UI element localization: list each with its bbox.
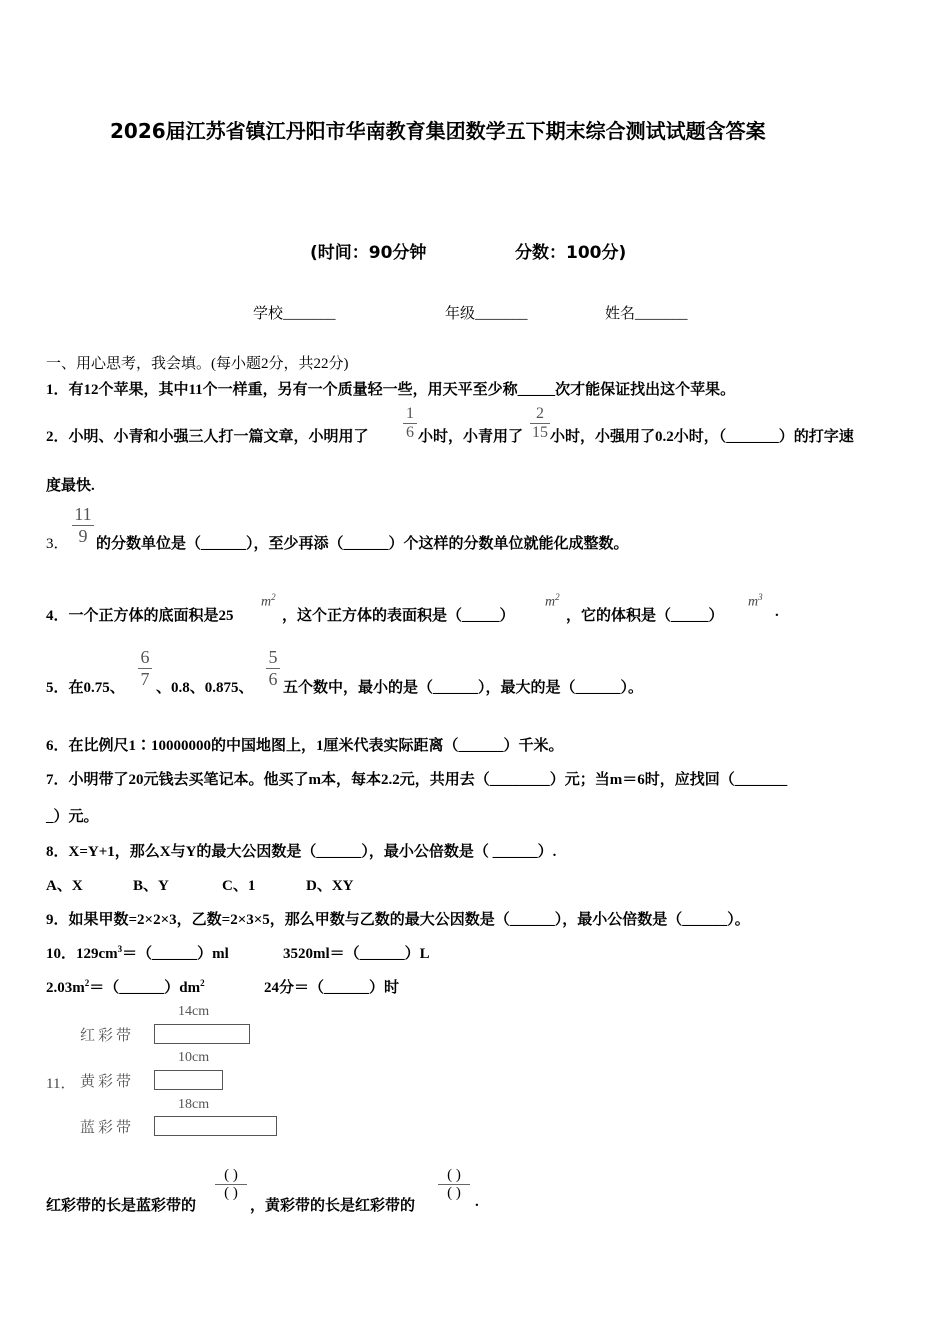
question-10-line-1 — [46, 942, 229, 963]
question-4-part-a: 4．一个正方体的底面积是25 — [46, 608, 234, 624]
name-field[interactable]: 姓名_______ — [605, 306, 688, 322]
denominator: 6 — [268, 668, 278, 689]
question-7-part-a: 7．小明带了20元钱去买笔记本。他买了m本，每本2.2元，共用去（________）元；当m＝6时，应找回（_______ — [46, 772, 788, 788]
question-3-number: 3． — [46, 536, 69, 552]
ribbon-label-yellow: 黄彩带 — [80, 1074, 135, 1090]
denominator: 15 — [532, 423, 548, 441]
fraction-1-6 — [403, 405, 417, 442]
question-2-continued: 度最快. — [46, 478, 95, 494]
question-11-part-b: ，黄彩带的长是红彩带的 — [250, 1198, 416, 1214]
q10-item-2: 3520ml＝（______）L — [283, 946, 430, 962]
grade-field[interactable]: 年级_______ — [445, 306, 528, 322]
denominator-blank[interactable]: ( ) — [447, 1184, 461, 1201]
numerator: 1 — [403, 405, 417, 424]
ribbon-bar-red — [154, 1024, 250, 1044]
q10-item-4: 24分＝（______）时 — [264, 980, 400, 996]
denominator: 7 — [140, 668, 150, 689]
option-c[interactable]: C、1 — [222, 878, 256, 894]
question-8: 8．X=Y+1，那么X与Y的最大公因数是（______），最小公倍数是（ ______）. — [46, 844, 557, 860]
question-5-part-a: 5．在0.75、 — [46, 680, 125, 696]
question-10-line-2 — [46, 976, 205, 997]
q10-exponent-1: 3 — [117, 944, 123, 954]
question-5-part-c: 五个数中，最小的是（______），最大的是（______）。 — [283, 680, 644, 696]
denominator: 6 — [406, 423, 414, 441]
unit-exponent: 2 — [271, 592, 276, 602]
unit-square-meter-2 — [545, 592, 560, 611]
school-field[interactable]: 学校_______ — [253, 306, 336, 322]
unit-symbol: m — [748, 594, 759, 610]
question-5-part-b: 、0.8、0.875、 — [156, 680, 254, 696]
unit-square-meter-1 — [261, 592, 276, 611]
ribbon-length-blue: 18cm — [178, 1097, 210, 1112]
ribbon-bar-blue — [154, 1116, 277, 1136]
ribbon-length-yellow: 10cm — [178, 1050, 210, 1065]
answer-fraction-1[interactable] — [215, 1167, 247, 1202]
unit-exponent: 2 — [555, 592, 560, 602]
fraction-11-9 — [72, 505, 94, 546]
section-heading: 一、用心思考，我会填。(每小题2分，共22分) — [46, 356, 349, 372]
q10-item-3: 2.03m — [46, 980, 85, 996]
question-4-part-b: ，这个正方体的表面积是（_____） — [282, 608, 515, 624]
q10-exponent-2: 2 — [84, 978, 90, 988]
question-11-part-c: . — [475, 1194, 479, 1210]
question-2-part-a: 2．小明、小青和小强三人打一篇文章，小明用了 — [46, 429, 369, 445]
question-4-part-d: . — [775, 604, 779, 620]
fraction-2-15 — [530, 405, 550, 442]
numerator-blank[interactable]: ( ) — [438, 1167, 470, 1185]
numerator: 2 — [530, 405, 550, 424]
question-11-number: 11． — [46, 1076, 76, 1092]
answer-fraction-2[interactable] — [438, 1167, 470, 1202]
denominator-blank[interactable]: ( ) — [224, 1184, 238, 1201]
option-a[interactable]: A、X — [46, 878, 83, 894]
denominator: 9 — [78, 525, 88, 546]
question-1: 1．有12个苹果，其中11个一样重，另有一个质量轻一些，用天平至少称_____次才能保证找出这个苹果。 — [46, 382, 736, 398]
numerator-blank[interactable]: ( ) — [215, 1167, 247, 1185]
ribbon-bar-yellow — [154, 1070, 223, 1090]
question-4-part-c: ，它的体积是（_____） — [566, 608, 724, 624]
page-title: 2026届江苏省镇江丹阳市华南教育集团数学五下期末综合测试试题含答案 — [110, 119, 766, 143]
numerator: 5 — [266, 648, 280, 669]
exam-time: (时间：90分钟 — [310, 243, 427, 263]
q10-item-1: 10．129cm — [46, 946, 118, 962]
numerator: 11 — [72, 505, 94, 526]
question-9: 9．如果甲数=2×2×3，乙数=2×3×5，那么甲数与乙数的最大公因数是（______），最小公倍数是（______）。 — [46, 912, 750, 928]
ribbon-label-red: 红彩带 — [80, 1028, 135, 1044]
option-b[interactable]: B、Y — [133, 878, 169, 894]
question-2-part-b: 小时，小青用了 — [418, 429, 524, 445]
fraction-6-7 — [138, 648, 152, 689]
question-6: 6．在比例尺1∶10000000的中国地图上，1厘米代表实际距离（______）千米。 — [46, 738, 564, 754]
ribbon-label-blue: 蓝彩带 — [80, 1120, 135, 1136]
question-7-part-b: _）元。 — [46, 809, 99, 825]
unit-symbol: m — [261, 594, 272, 610]
unit-cubic-meter — [748, 592, 763, 611]
numerator: 6 — [138, 648, 152, 669]
exam-score: 分数：100分) — [515, 243, 627, 263]
ribbon-length-red: 14cm — [178, 1004, 210, 1019]
unit-symbol: m — [545, 594, 556, 610]
question-11-part-a: 红彩带的长是蓝彩带的 — [46, 1198, 197, 1214]
option-d[interactable]: D、XY — [306, 878, 354, 894]
unit-exponent: 3 — [758, 592, 763, 602]
question-2-part-c: 小时，小强用了0.2小时，（_______）的打字速 — [550, 429, 854, 445]
question-3-text: 的分数单位是（______），至少再添（______）个这样的分数单位就能化成整数。 — [96, 536, 629, 552]
fraction-5-6 — [266, 648, 280, 689]
q10-item-1-answer: ＝（______）ml — [122, 946, 229, 962]
q10-exponent-3: 2 — [200, 978, 205, 988]
q10-item-3-answer: ＝（______）dm — [89, 980, 201, 996]
